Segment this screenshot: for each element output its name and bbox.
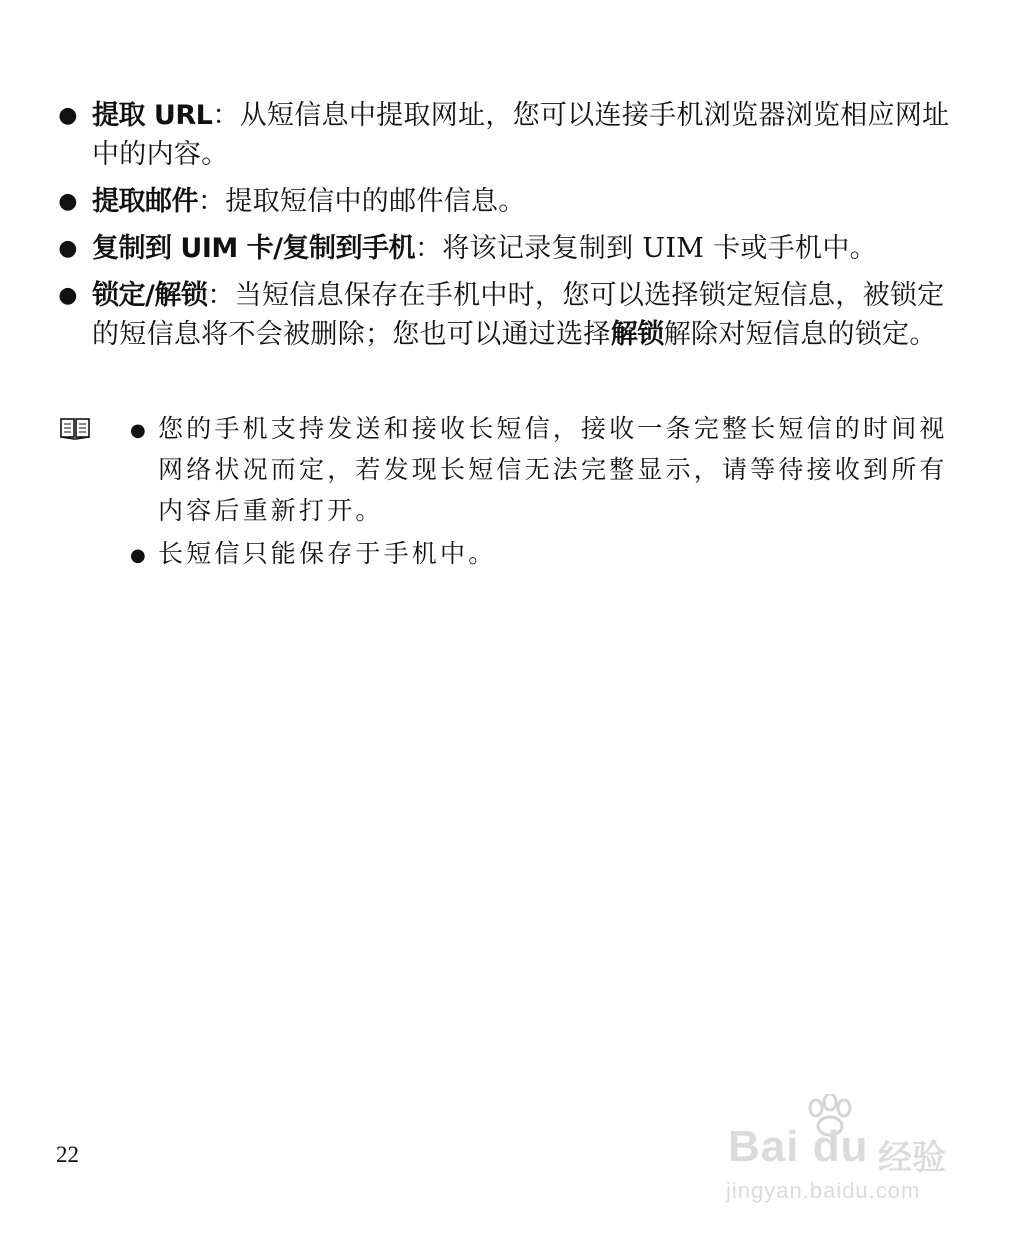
page-number: 22 bbox=[56, 1142, 79, 1167]
item-term: 提取 URL bbox=[92, 100, 213, 131]
bullet-icon: ● bbox=[58, 189, 78, 214]
list-item bbox=[56, 229, 968, 268]
item-desc: ：当短信息保存在手机中时，您可以选择锁定短信息，被锁定的短信息将不会被删除；您也可以通过选择 bbox=[92, 280, 945, 350]
item-term: 锁定/解锁 bbox=[92, 280, 208, 311]
note-text: 长短信只能保存于手机中。 bbox=[158, 539, 497, 568]
list-item bbox=[56, 182, 968, 221]
watermark-url: jingyan.baidu.com bbox=[726, 1178, 921, 1203]
book-icon bbox=[60, 418, 90, 440]
item-desc: ：将该记录复制到 UIM 卡或手机中。 bbox=[415, 233, 877, 264]
bullet-icon: ● bbox=[58, 103, 78, 128]
item-desc: ：从短信息中提取网址，您可以连接手机浏览器浏览相应网址中的内容。 bbox=[92, 100, 950, 170]
list-item bbox=[56, 276, 968, 354]
note-list bbox=[130, 408, 960, 576]
list-item bbox=[56, 96, 968, 174]
note-item bbox=[130, 533, 960, 574]
bullet-icon: ● bbox=[58, 283, 78, 308]
bullet-icon: ● bbox=[130, 420, 149, 441]
note-item bbox=[130, 408, 960, 531]
bullet-icon: ● bbox=[58, 236, 78, 261]
watermark-cn: 经验 bbox=[878, 1138, 946, 1178]
item-term: 复制到 UIM 卡/复制到手机 bbox=[92, 233, 415, 264]
watermark-brand: Bai du bbox=[728, 1122, 869, 1171]
baidu-watermark bbox=[718, 1092, 968, 1212]
note-text: 您的手机支持发送和接收长短信，接收一条完整长短信的时间视网络状况而定，若发现长短信无法完整显示，请等待接收到所有内容后重新打开。 bbox=[158, 414, 948, 525]
item-desc: ：提取短信中的邮件信息。 bbox=[198, 186, 526, 217]
item-term: 提取邮件 bbox=[92, 186, 198, 217]
bullet-icon: ● bbox=[130, 545, 149, 566]
inline-term: 解锁 bbox=[610, 319, 664, 350]
item-desc-tail: 解除对短信息的锁定。 bbox=[663, 319, 937, 350]
feature-list bbox=[56, 96, 968, 362]
